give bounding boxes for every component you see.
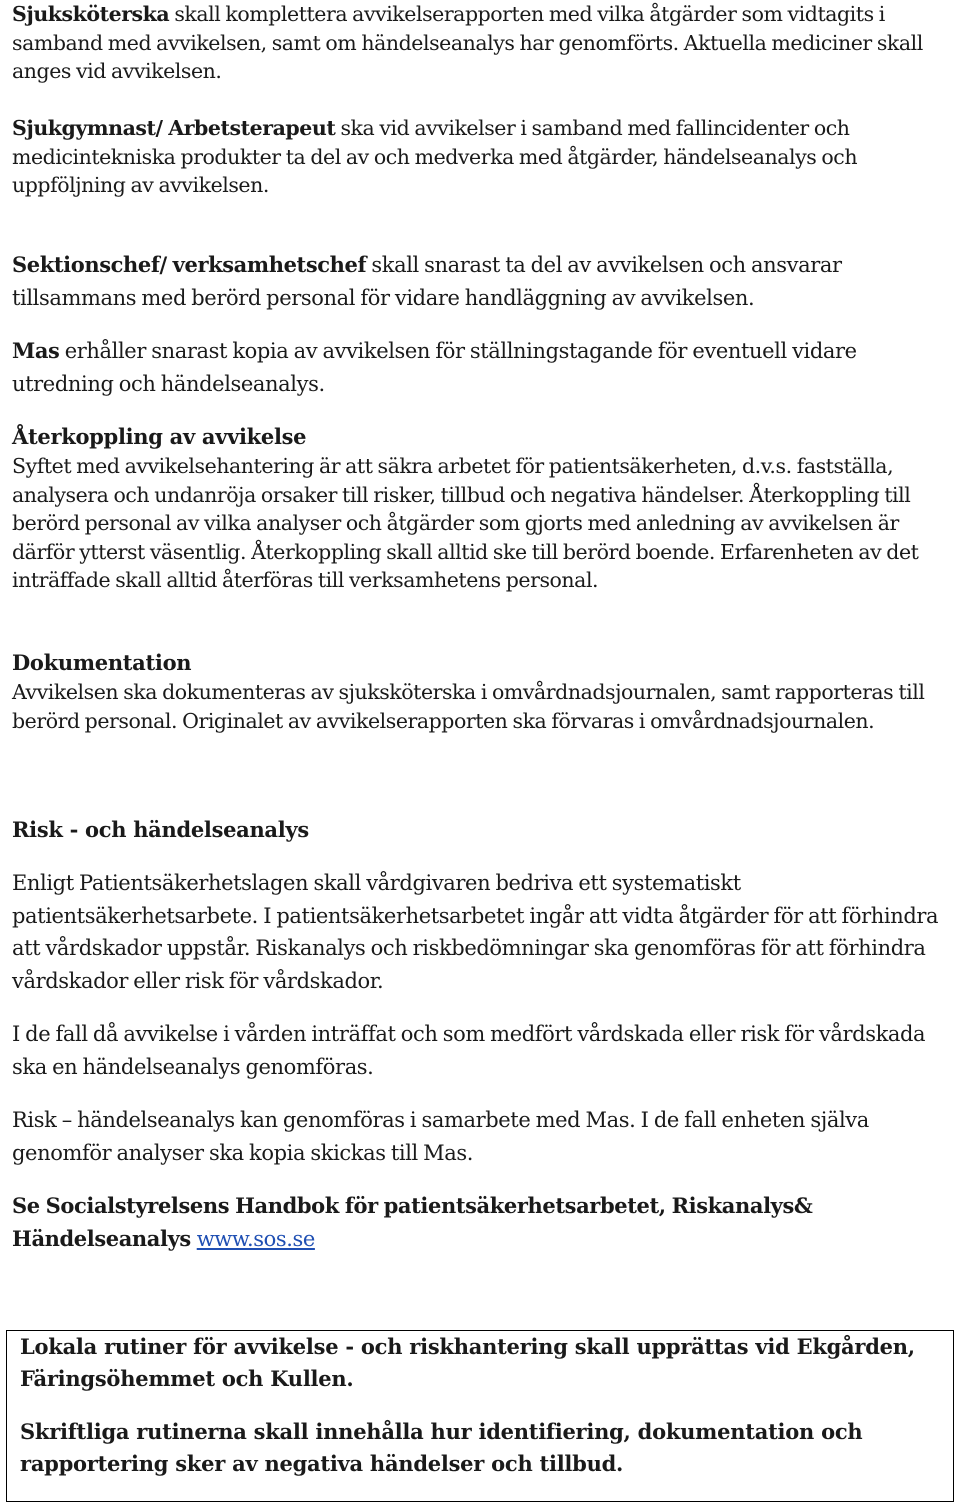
paragraph-handbook bbox=[12, 1190, 952, 1255]
section-heading-risk: Risk - och händelseanalys bbox=[12, 817, 309, 842]
section-aterkoppling bbox=[12, 422, 952, 595]
paragraph-risk-1: Enligt Patientsäkerhetslagen skall vårdgivaren bedriva ett systematiskt patientsäkerhetsarbete. I patientsäkerhetsarbetet ingår att vidta åtgärder för att förhindra att vårdskador uppstår. Riskanalys och riskbedömningar ska genomföras för att förhindra vårdskador eller risk för vårdskador. bbox=[12, 871, 939, 993]
box-paragraph-2: Skriftliga rutinerna skall innehålla hur identifiering, dokumentation och rapportering sker av negativa händelser och tillbud. bbox=[20, 1419, 863, 1476]
section-heading: Återkoppling av avvikelse bbox=[12, 424, 307, 449]
role-label: Sjukgymnast/ Arbetsterapeut bbox=[12, 116, 336, 140]
role-label: Sektionschef/ verksamhetschef bbox=[12, 252, 367, 277]
section-text: Syftet med avvikelsehantering är att säkra arbetet för patientsäkerheten, d.v.s. fastställa, analysera och undanröja orsaker till risker, tillbud och negativa händelser. Återkoppling till berörd personal av vilka analyser och åtgärder som gjorts med anledning av avvikelsen är därför ytterst väsentlig. Återkoppling skall alltid ske till berörd boende. Erfarenheten av det inträffade skall alltid återföras till verksamhetens personal. bbox=[12, 454, 919, 592]
paragraph-sektionschef bbox=[12, 249, 952, 314]
paragraph-text: skall komplettera avvikelserapporten med vilka åtgärder som vidtagits i samband med avvikelsen, samt om händelseanalys har genomförts. Aktuella mediciner skall anges vid avvikelsen. bbox=[12, 2, 923, 83]
sos-link[interactable]: www.sos.se bbox=[196, 1226, 315, 1251]
paragraph-sjukgymnast bbox=[12, 114, 952, 200]
paragraph-risk-2: I de fall då avvikelse i vården inträffat och som medfört vårdskada eller risk för vårdskada ska en händelseanalys genomföras. bbox=[12, 1022, 926, 1079]
handbook-text: Se Socialstyrelsens Handbok för patientsäkerhetsarbetet, Riskanalys& Händelseanalys bbox=[12, 1193, 813, 1251]
paragraph-text: ska vid avvikelser i samband med fallincidenter och medicintekniska produkter ta del av och medverka med åtgärder, händelseanalys och uppföljning av avvikelsen. bbox=[12, 116, 858, 197]
paragraph-text: skall snarast ta del av avvikelsen och ansvarar tillsammans med berörd personal för vidare handläggning av avvikelsen. bbox=[12, 253, 842, 310]
paragraph-risk-3: Risk – händelseanalys kan genomföras i samarbete med Mas. I de fall enheten själva genomför analyser ska kopia skickas till Mas. bbox=[12, 1108, 869, 1165]
section-dokumentation bbox=[12, 648, 952, 735]
section-heading: Dokumentation bbox=[12, 650, 192, 675]
paragraph-sjukskoterska bbox=[12, 0, 952, 86]
role-label: Mas bbox=[12, 338, 60, 363]
role-label: Sjuksköterska bbox=[12, 2, 170, 26]
paragraph-text: erhåller snarast kopia av avvikelsen för ställningstagande för eventuell vidare utredning och händelseanalys. bbox=[12, 339, 857, 396]
section-text: Avvikelsen ska dokumenteras av sjuksköterska i omvårdnadsjournalen, samt rapporteras till berörd personal. Originalet av avvikelserapporten ska förvaras i omvårdnadsjournalen. bbox=[12, 680, 925, 733]
paragraph-mas bbox=[12, 335, 952, 400]
box-paragraph-1: Lokala rutiner för avvikelse - och riskhantering skall upprättas vid Ekgården, Färingsöhemmet och Kullen. bbox=[20, 1334, 915, 1391]
local-routines-box bbox=[6, 1330, 954, 1502]
